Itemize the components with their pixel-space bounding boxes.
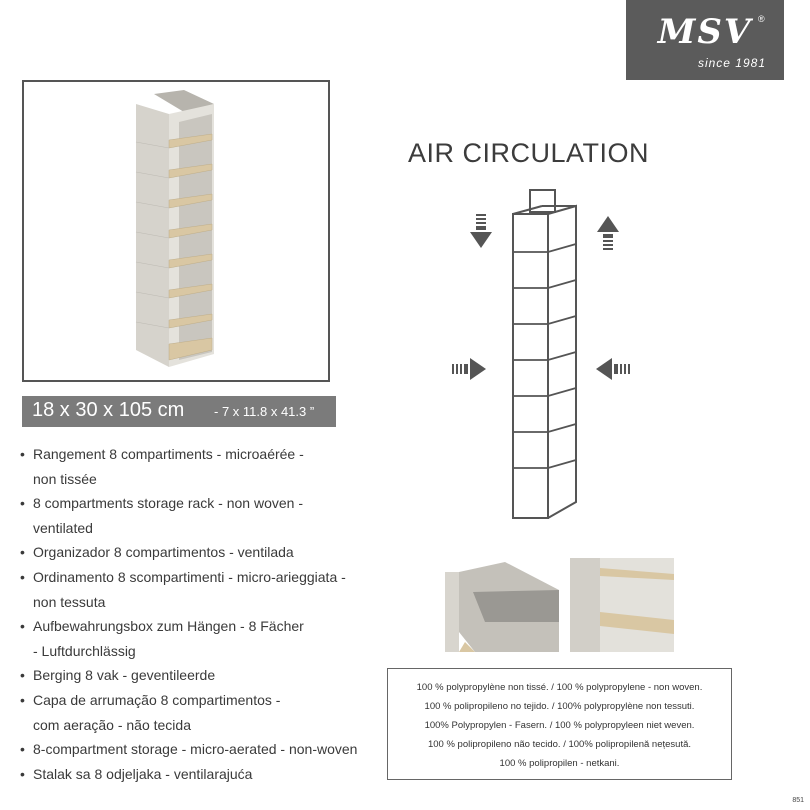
list-item: • Capa de arrumação 8 compartimentos - (20, 688, 380, 713)
list-item: com aeração - não tecida (33, 716, 191, 733)
material-line: 100 % polipropilen - netkani. (499, 758, 620, 769)
list-item: • Aufbewahrungsbox zum Hängen - 8 Fächer (20, 614, 380, 639)
detail-photo-shelves (570, 558, 674, 652)
list-item: • Ordinamento 8 scompartimenti - micro-arieggiata - (20, 565, 380, 590)
logo-registered-mark: ® (758, 14, 765, 24)
list-item: - Luftdurchlässig (33, 642, 136, 659)
list-item: • Organizador 8 compartimentos - ventilada (20, 540, 380, 565)
bullet-icon: • (20, 765, 25, 782)
list-item: • Rangement 8 compartiments - microaérée - (20, 442, 380, 467)
dimensions-bar (22, 396, 336, 427)
list-item: • Berging 8 vak - geventileerde (20, 663, 380, 688)
feature-list (20, 442, 380, 786)
list-item: non tessuta (33, 593, 106, 610)
detail-photo-top (445, 562, 559, 652)
bullet-icon: • (20, 741, 25, 758)
material-info-box (387, 668, 732, 780)
material-line: 100% Polypropylen - Fasern. / 100 % polypropyleen niet weven. (424, 720, 695, 731)
list-item: non tissée (33, 470, 97, 487)
product-photo (22, 80, 330, 382)
bullet-icon: • (20, 691, 25, 708)
bullet-icon: • (20, 544, 25, 561)
bullet-icon: • (20, 618, 25, 635)
logo-brand: MSV (657, 12, 753, 52)
bullet-icon: • (20, 667, 25, 684)
bullet-icon: • (20, 495, 25, 512)
arrow-down-icon (470, 214, 492, 250)
arrow-right-icon (452, 358, 488, 380)
material-line: 100 % polypropylène non tissé. / 100 % polypropylene - non woven. (416, 682, 703, 693)
list-item: • 8-compartment storage - micro-aerated - non-woven (20, 737, 380, 762)
arrow-up-icon (597, 216, 619, 252)
dimensions-inches: - 7 x 11.8 x 41.3 ” (214, 404, 315, 419)
list-item: ventilated (33, 519, 93, 536)
page-number: 851 (792, 797, 804, 804)
bullet-icon: • (20, 568, 25, 585)
list-item: • 8 compartments storage rack - non woven - (20, 491, 380, 516)
material-line: 100 % polipropileno no tejido. / 100% polypropylène non tessuti. (424, 701, 695, 712)
logo-since: since 1981 (697, 56, 766, 70)
material-line: 100 % polipropileno não tecido. / 100% polipropilenă nețesută. (427, 739, 692, 750)
arrow-left-icon (594, 358, 630, 380)
brand-logo (626, 0, 784, 80)
bullet-icon: • (20, 446, 25, 462)
dimensions-cm: 18 x 30 x 105 cm (32, 399, 185, 421)
hanging-organizer-image (24, 82, 328, 380)
list-item: • Stalak sa 8 odjeljaka - ventilarajuća (20, 762, 380, 787)
section-title: AIR CIRCULATION (408, 138, 650, 168)
